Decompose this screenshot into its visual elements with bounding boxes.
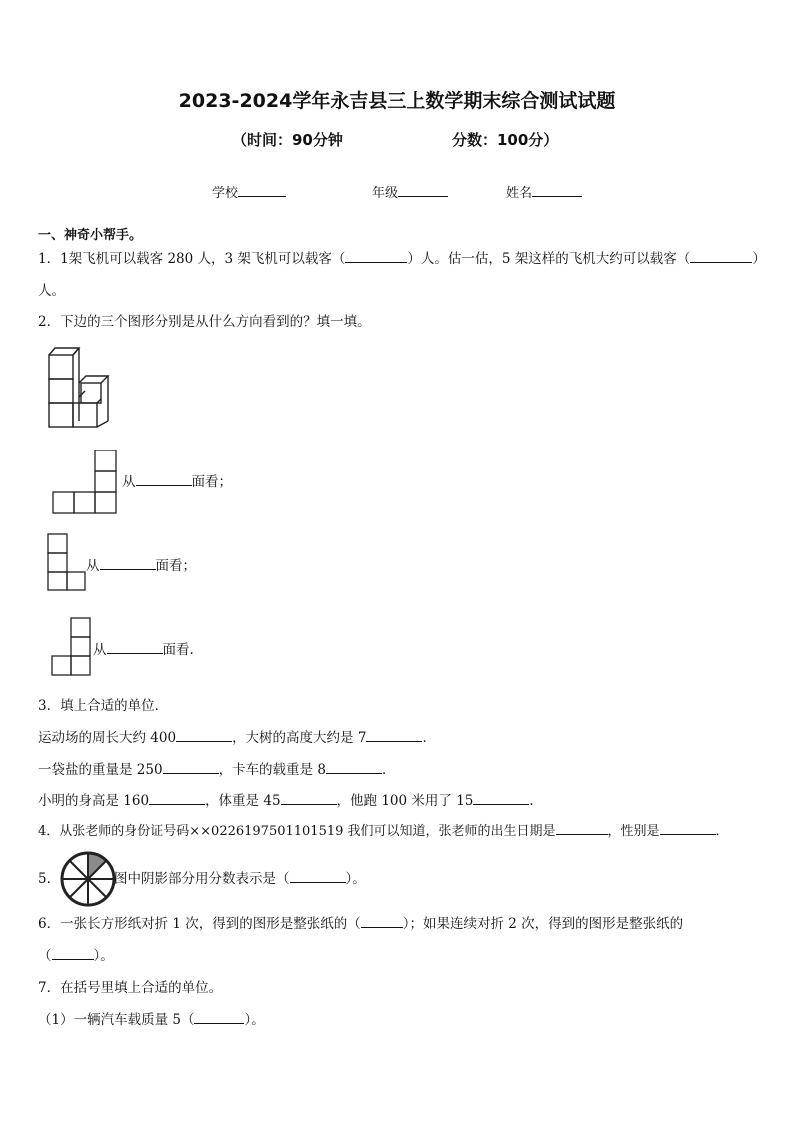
view-2-answer: 从 面看； [86, 558, 196, 574]
answer-blank[interactable] [176, 729, 232, 742]
name-field[interactable] [506, 182, 582, 201]
answer-blank[interactable] [136, 473, 192, 486]
answer-blank[interactable] [345, 250, 407, 263]
question-5-number: 5． [38, 871, 61, 887]
grade-label: 年级 [372, 186, 399, 201]
question-6-line-2: （ ）。 [38, 948, 114, 964]
answer-blank[interactable] [366, 729, 422, 742]
question-1-line-1: 1．1架飞机可以载客 280 人，3 架飞机可以载客（ ）人。估一估，5 架这样的飞机大约可以载客（ ） [38, 251, 766, 267]
score-label: 分数：100分） [452, 131, 559, 149]
question-7-stem: 7．在括号里填上合适的单位。 [38, 980, 223, 996]
view-1-answer: 从 面看； [122, 474, 232, 490]
top-view-figure [51, 617, 93, 677]
question-3-line-3: 小明的身高是 160 ，体重是 45 ，他跑 100 米用了 15 ． [38, 793, 543, 809]
section-heading: 一、神奇小帮手。 [38, 228, 143, 243]
question-3-stem: 3．填上合适的单位． [38, 698, 169, 714]
time-label: （时间：90分钟 [232, 131, 343, 149]
question-3-line-1: 运动场的周长大约 400 ，大树的高度大约是 7 ． [38, 730, 436, 746]
answer-blank[interactable] [326, 761, 382, 774]
answer-blank[interactable] [290, 870, 346, 883]
answer-blank[interactable] [163, 761, 219, 774]
school-field[interactable] [212, 182, 286, 201]
question-1-line-2: 人。 [38, 283, 65, 299]
page-title: 2023-2024学年永吉县三上数学期末综合测试试题 [178, 90, 616, 112]
answer-blank[interactable] [52, 947, 94, 960]
question-6-line-1: 6．一张长方形纸对折 1 次，得到的图形是整张纸的（ ）；如果连续对折 2 次，得到的图形是整张纸的 [38, 916, 684, 932]
answer-blank[interactable] [660, 822, 716, 835]
answer-blank[interactable] [149, 792, 205, 805]
question-7-sub-1: （1）一辆汽车载质量 5（ ）。 [38, 1012, 265, 1028]
school-label: 学校 [212, 186, 239, 201]
question-4: 4．从张老师的身份证号码××0226197501101519 我们可以知道，张老师的出生日期是 ，性别是 ． [38, 824, 729, 839]
answer-blank[interactable] [556, 822, 608, 835]
front-view-figure [52, 450, 120, 514]
question-3-line-2: 一袋盐的重量是 250 ，卡车的载重是 8 ． [38, 762, 396, 778]
view-3-answer: 从 面看. [93, 642, 194, 658]
answer-blank[interactable] [100, 557, 156, 570]
answer-blank[interactable] [194, 1011, 244, 1024]
name-label: 姓名 [506, 186, 533, 201]
fraction-circle-figure [60, 851, 116, 907]
side-view-figure [47, 533, 87, 591]
answer-blank[interactable] [473, 792, 529, 805]
answer-blank[interactable] [690, 250, 752, 263]
grade-field[interactable] [372, 182, 448, 201]
answer-blank[interactable] [281, 792, 337, 805]
cube-stack-figure [46, 343, 112, 429]
question-5-text: 图中阴影部分用分数表示是（ ）。 [114, 871, 366, 887]
answer-blank[interactable] [107, 641, 163, 654]
answer-blank[interactable] [361, 915, 403, 928]
question-2-stem: 2．下边的三个图形分别是从什么方向看到的？填一填。 [38, 314, 371, 330]
